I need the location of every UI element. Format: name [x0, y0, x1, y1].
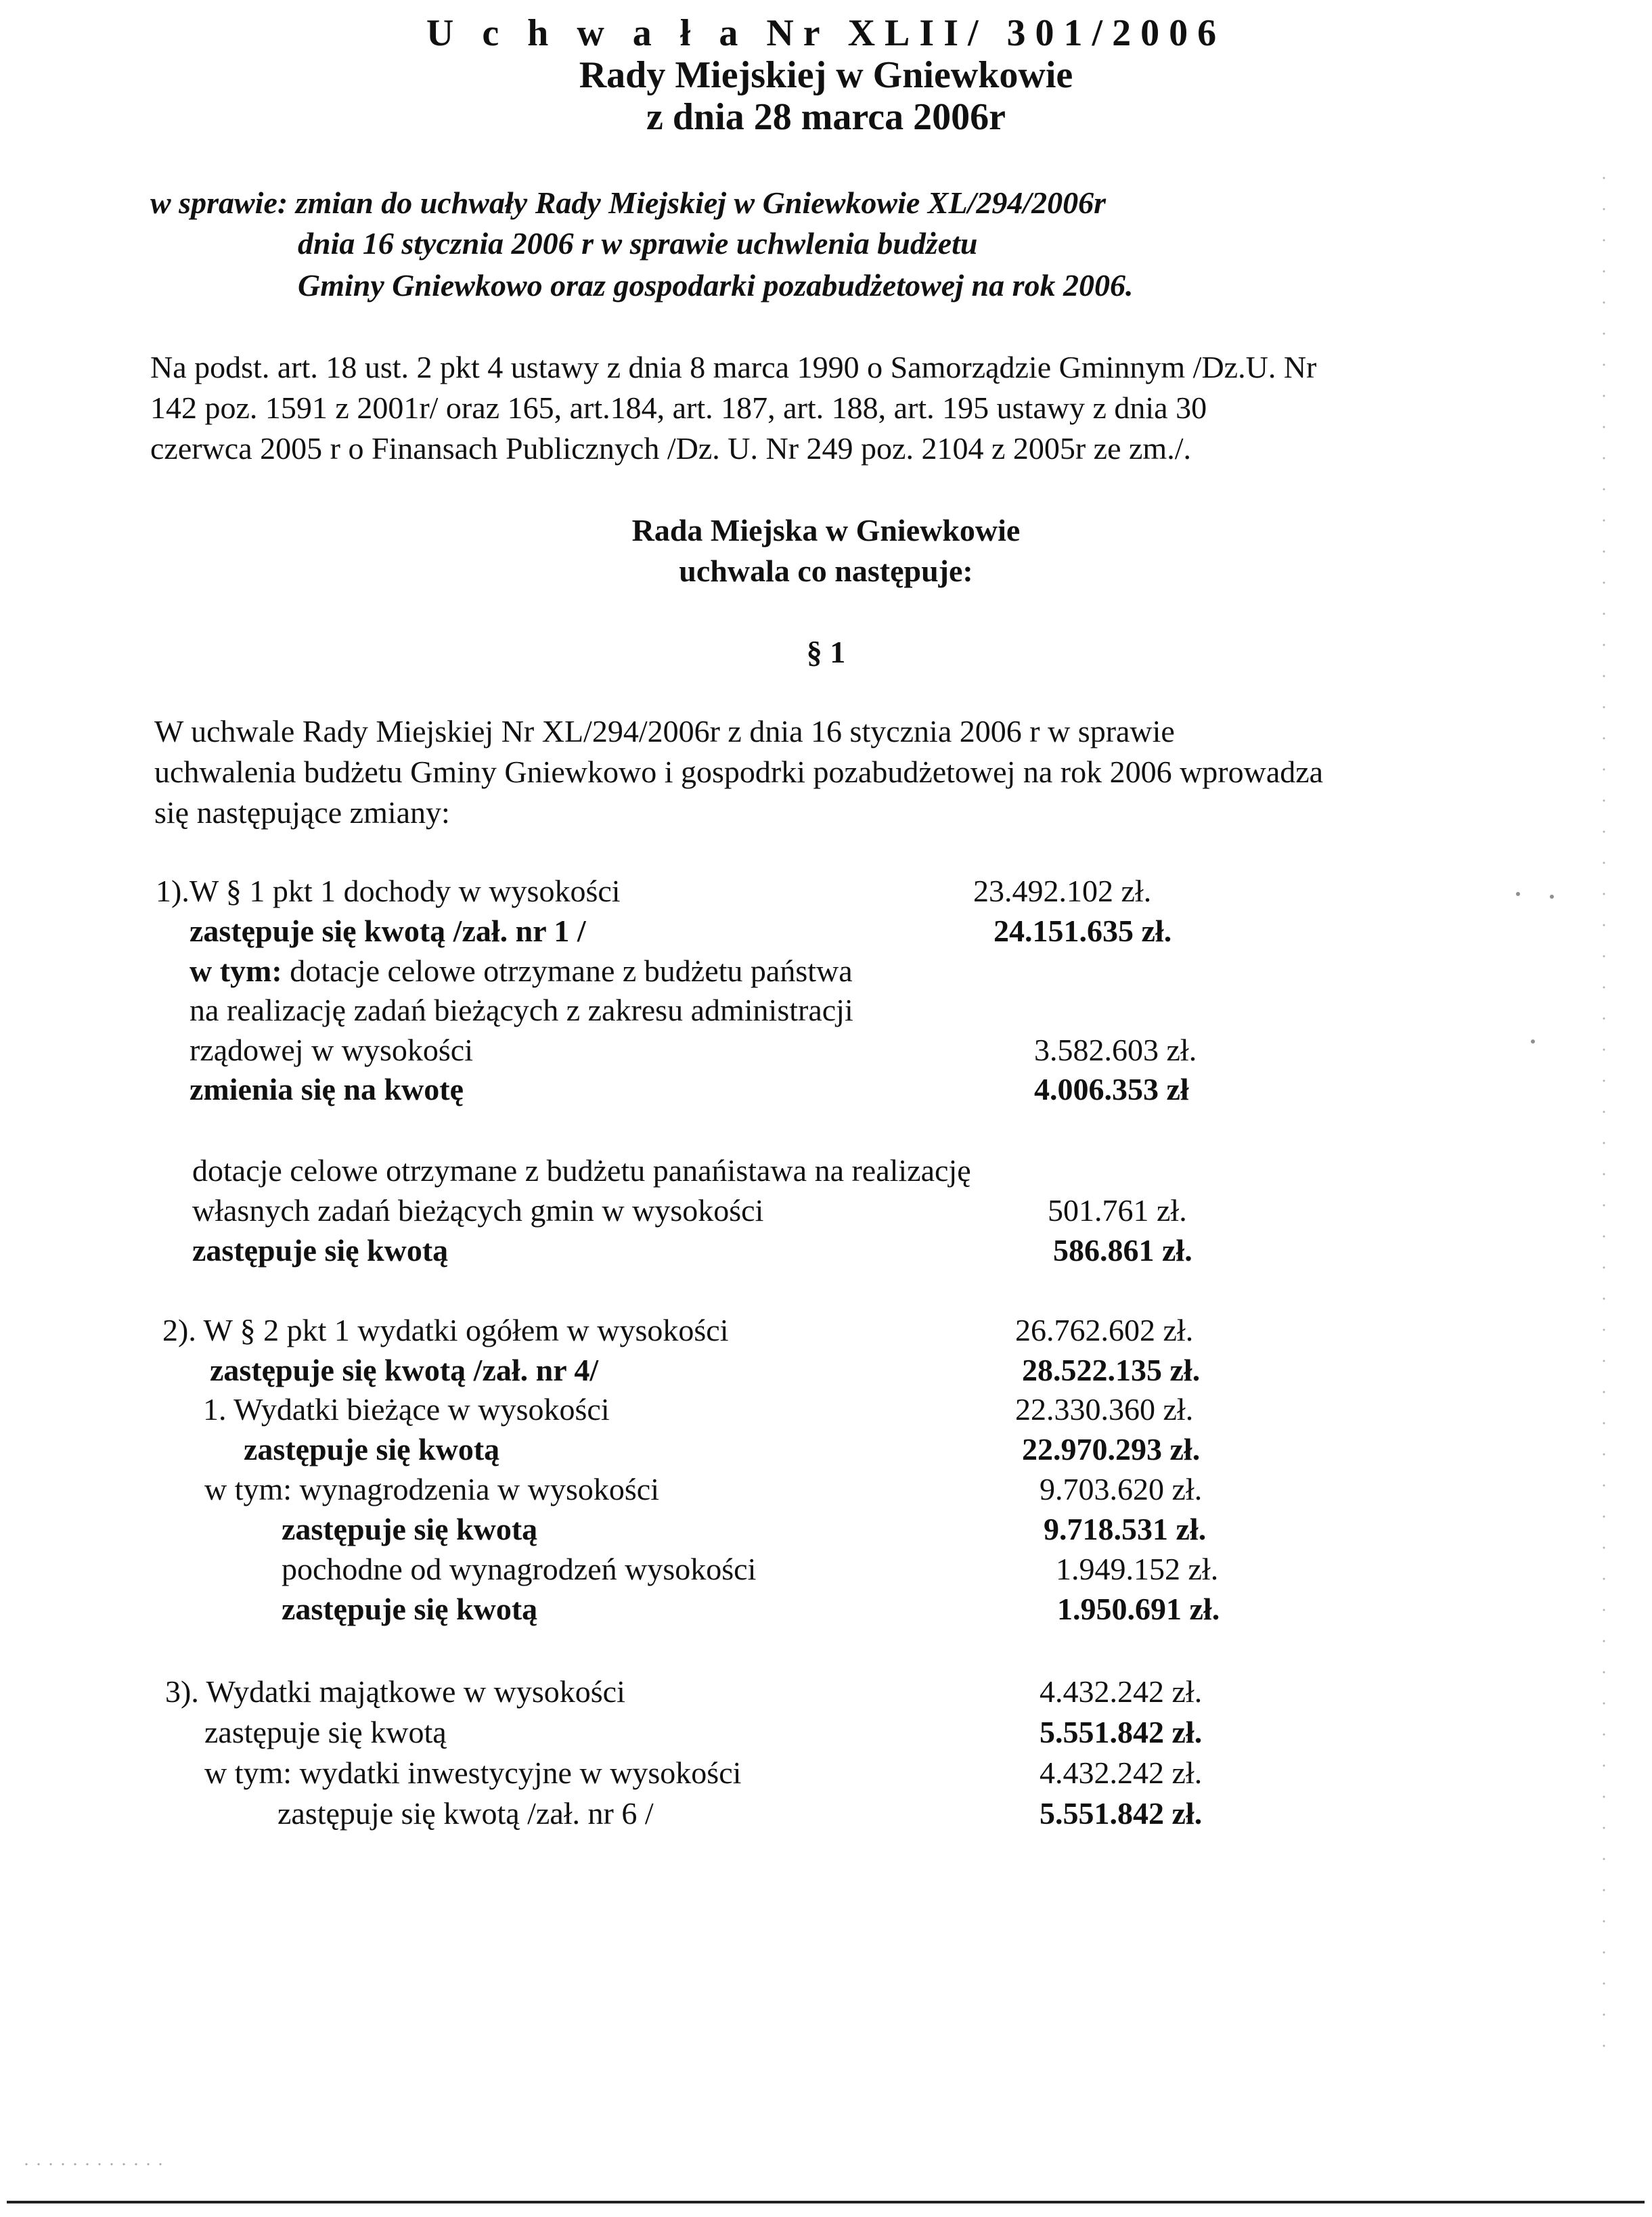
council-heading: Rada Miejska w Gniewkowie — [631, 513, 1021, 547]
item-amount: 26.762.602 zł. — [1015, 1313, 1194, 1347]
item-amount: 501.761 zł. — [1048, 1193, 1187, 1228]
item-label: 3). Wydatki majątkowe w wysokości — [165, 1674, 625, 1709]
item-label — [189, 951, 853, 991]
intro-line-2: uchwalenia budżetu Gminy Gniewkowo i gospodrki pozabudżetowej na rok 2006 wprowadza — [154, 755, 1324, 789]
item-amount: 9.703.620 zł. — [1040, 1472, 1203, 1506]
item-label: zastępuje się kwotą — [282, 1592, 538, 1626]
resolution-title: U c h w a ł a Nr XLII/ 301/2006 — [426, 12, 1226, 54]
item-amount: 22.970.293 zł. — [1022, 1432, 1201, 1466]
subject-line-2: dnia 16 stycznia 2006 r w sprawie uchwlenia budżetu — [298, 226, 978, 261]
item-amount: 586.861 zł. — [1053, 1233, 1192, 1268]
item-label-text: dotacje celowe otrzymane z budżetu państwa — [282, 954, 853, 988]
item-label: zastępuje się kwotą /zał. nr 1 / — [189, 914, 586, 948]
item-label-prefix: w tym: — [189, 954, 282, 988]
resolves-heading: uchwala co następuje: — [679, 554, 973, 588]
scan-margin-dots — [1597, 162, 1611, 2057]
item-amount: 5.551.842 zł. — [1040, 1715, 1203, 1749]
item-label: własnych zadań bieżących gmin w wysokości — [192, 1193, 764, 1228]
item-amount: 23.492.102 zł. — [973, 874, 1152, 908]
item-label: w tym: wynagrodzenia w wysokości — [204, 1472, 659, 1506]
item-label: zastępuje się kwotą — [192, 1233, 449, 1268]
item-amount: 22.330.360 zł. — [1015, 1392, 1194, 1427]
item-amount: 5.551.842 zł. — [1040, 1796, 1203, 1831]
subject-line-1: w sprawie: zmian do uchwały Rady Miejskiej w Gniewkowie XL/294/2006r — [150, 185, 1107, 220]
item-label: zastępuje się kwotą — [244, 1432, 500, 1466]
item-amount: 9.718.531 zł. — [1044, 1512, 1207, 1546]
item-amount: 4.432.242 zł. — [1040, 1674, 1203, 1709]
item-label: zastępuje się kwotą — [204, 1715, 447, 1749]
item-amount: 3.582.603 zł. — [1034, 1033, 1197, 1067]
item-amount: 1.949.152 zł. — [1056, 1552, 1219, 1586]
scan-bottom-dots — [20, 2162, 169, 2166]
item-label: 1. Wydatki bieżące w wysokości — [203, 1392, 610, 1427]
legal-basis-line-1: Na podst. art. 18 ust. 2 pkt 4 ustawy z dnia 8 marca 1990 o Samorządzie Gminnym /Dz.U. Nr — [150, 350, 1317, 384]
item-amount: 24.151.635 zł. — [994, 914, 1172, 948]
scan-speck — [1531, 1039, 1535, 1044]
item-amount: 4.006.353 zł — [1034, 1072, 1189, 1106]
scan-speck — [1516, 892, 1520, 896]
item-amount: 4.432.242 zł. — [1040, 1755, 1203, 1790]
item-label: w tym: wydatki inwestycyjne w wysokości — [204, 1755, 742, 1790]
scan-speck — [1550, 895, 1554, 899]
council-name: Rady Miejskiej w Gniewkowie — [579, 54, 1073, 96]
item-label: dotacje celowe otrzymane z budżetu panańistawa na realizację — [192, 1153, 971, 1188]
legal-basis-line-3: czerwca 2005 r o Finansach Publicznych /Dz. U. Nr 249 poz. 2104 z 2005r ze zm./. — [150, 431, 1191, 466]
item-label: rządowej w wysokości — [189, 1033, 474, 1067]
resolution-date: z dnia 28 marca 2006r — [646, 96, 1006, 138]
section-mark: § 1 — [806, 635, 846, 669]
item-label: na realizację zadań bieżących z zakresu administracji — [189, 993, 853, 1027]
item-label: 1).W § 1 pkt 1 dochody w wysokości — [156, 874, 621, 908]
item-label: zastępuje się kwotą /zał. nr 6 / — [277, 1796, 654, 1831]
item-label: zastępuje się kwotą /zał. nr 4/ — [210, 1353, 599, 1387]
subject-line-3: Gminy Gniewkowo oraz gospodarki pozabudżetowej na rok 2006. — [298, 268, 1134, 303]
intro-line-3: się następujące zmiany: — [154, 795, 450, 830]
item-label: zastępuje się kwotą — [282, 1512, 538, 1546]
legal-basis-line-2: 142 poz. 1591 z 2001r/ oraz 165, art.184, art. 187, art. 188, art. 195 ustawy z dnia 30 — [150, 390, 1207, 425]
item-label: zmienia się na kwotę — [189, 1072, 464, 1106]
page-bottom-rule — [7, 2201, 1645, 2203]
item-label: 2). W § 2 pkt 1 wydatki ogółem w wysokości — [162, 1313, 729, 1347]
item-label: pochodne od wynagrodzeń wysokości — [282, 1552, 757, 1586]
item-amount: 28.522.135 zł. — [1022, 1353, 1201, 1387]
intro-line-1: W uchwale Rady Miejskiej Nr XL/294/2006r z dnia 16 stycznia 2006 r w sprawie — [154, 714, 1175, 748]
item-amount: 1.950.691 zł. — [1057, 1592, 1220, 1626]
